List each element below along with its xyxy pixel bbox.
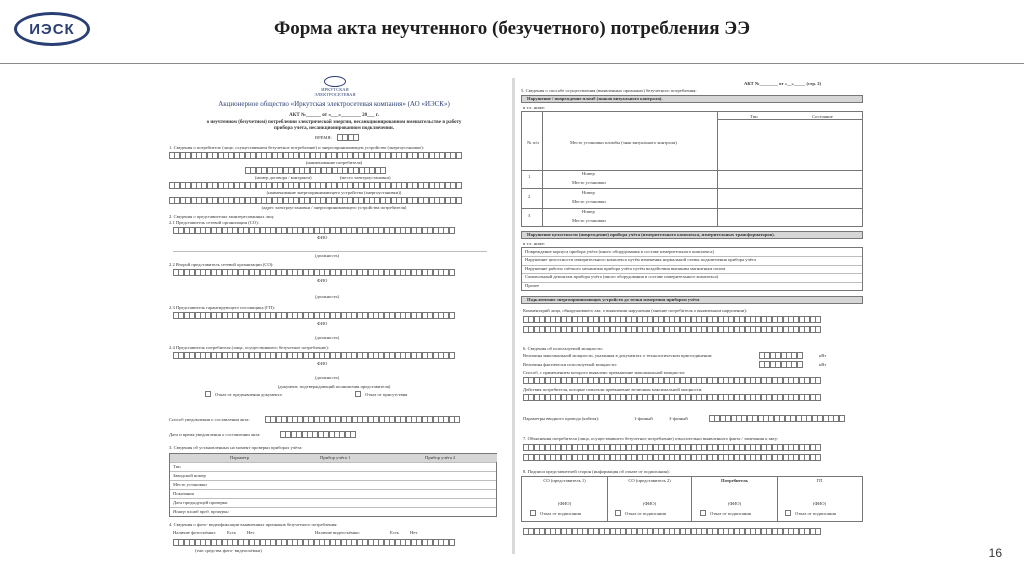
seal-1-number: Номер <box>582 171 595 176</box>
cable-1-phase[interactable]: 1-фазный <box>634 416 653 421</box>
seals-table <box>521 111 863 227</box>
notice-date-label: Дата и время уведомления о составлении акта: <box>169 432 261 437</box>
video-yes[interactable]: Есть <box>390 530 399 535</box>
cable-3-phase[interactable]: 3-фазный <box>669 416 688 421</box>
rep-2-fio: ФИО <box>317 278 328 283</box>
refusal-presence-label: Отказ от присутствия <box>365 392 408 397</box>
section-5-title: 5. Сведения о способе осуществления (выявленных признаках) безучетного потребления: <box>521 88 697 93</box>
integrity-item-1: Повреждение корпуса прибора учёта (иного оборудования в составе измерительного комплекса) <box>525 249 714 254</box>
company-name: Акционерное общество «Иркутская электросетевая компания» (АО «ИЭСК») <box>218 100 450 108</box>
rep-3-cells <box>173 312 454 319</box>
connection-heading: Подключение энергопринимающих устройств до точки измерения прибором учёта <box>527 297 700 302</box>
integrity-subheading: в т.ч. ниже: <box>523 241 546 246</box>
section-6-title: 6. Сведения об используемой мощности: <box>523 346 603 351</box>
consumer-name-caption: (наименование потребителя) <box>305 160 363 165</box>
col-param: Параметр <box>230 455 249 460</box>
rep-4-cells <box>173 352 454 359</box>
sig-4-refusal: Отказ от подписания <box>795 511 836 516</box>
integrity-heading: Нарушение целостности (повреждение) прибора учёта (измерительного комплекса, измерительных трансформаторов). <box>527 232 775 237</box>
integrity-item-4: Самовольный демонтаж прибора учёта (иного оборудования в составе измерительного комплекса) <box>525 274 719 279</box>
comment-cells-2 <box>523 326 820 333</box>
section-2-title: 2. Сведения о представителях заинтересованных лиц: <box>169 214 275 219</box>
photo-label: Наличие фотосъёмки: <box>173 530 217 535</box>
notice-method-cells <box>265 416 460 423</box>
page-2-header: АКТ №________ от «__»_____ (стр. 2) <box>744 81 822 86</box>
sig-2-refusal: Отказ от подписания <box>625 511 666 516</box>
seals-col-place: Место установки пломбы (знак визуального контроля) <box>570 140 677 145</box>
row-place: Место установки <box>173 482 207 487</box>
page-number: 16 <box>988 546 1002 560</box>
consumer-name-cells <box>169 152 461 159</box>
rep-1-cells <box>173 227 454 234</box>
sig-2-refusal-checkbox[interactable] <box>615 510 621 516</box>
sig-3-refusal-checkbox[interactable] <box>700 510 706 516</box>
slide-title: Форма акта неучтенного (безучетного) потребления ЭЭ <box>273 18 751 39</box>
seal-3-number: Номер <box>582 209 595 214</box>
seal-row-1: 1 <box>528 174 531 179</box>
integrity-list <box>521 247 863 291</box>
seals-col-no: № п/п <box>527 140 539 145</box>
sig-4-refusal-checkbox[interactable] <box>785 510 791 516</box>
rep-1-fio: ФИО <box>317 235 328 240</box>
rep-4-fio: ФИО <box>317 361 328 366</box>
act-subtitle-1: о неучтенном (безучетном) потреблении электрической энергии, несанкционированном вмешательстве в работу <box>206 120 462 125</box>
row-seals: Номер пломб пред. проверки <box>173 509 229 514</box>
sig-2-fio: (ФИО) <box>642 501 657 506</box>
seals-col-state: Состояние <box>812 114 833 119</box>
seals-heading: Нарушение / повреждение пломб (знаков визуального контроля). <box>527 96 663 101</box>
cable-cells <box>709 415 844 422</box>
explanation-cells-2 <box>523 454 820 461</box>
row-serial: Заводской номер <box>173 473 206 478</box>
device-cells <box>169 182 461 189</box>
install-place-caption: (место электроустановки) <box>340 175 391 180</box>
video-label: Наличие видеосъёмки: <box>315 530 360 535</box>
rep-doc-caption: (документ, подтверждающий полномочия представителя) <box>277 384 391 389</box>
rep-2-title: 2.2 Второй представитель сетевой организации (СО): <box>169 262 274 267</box>
device-caption: (наименование энергопринимающего устройства (энергоустановки)) <box>266 190 402 195</box>
col-meter-1: Прибор учёта 1 <box>320 455 351 460</box>
seals-col-type: Тип <box>750 114 758 119</box>
brand-line-2: ЭЛЕКТРОСЕТЕВАЯ <box>314 92 356 97</box>
photo-no[interactable]: Нет <box>247 530 255 535</box>
section-8-title: 8. Подписи представителей сторон (информация об отказе от подписания): <box>523 469 670 474</box>
actual-power-cells <box>759 361 802 368</box>
rep-1-position: (должность) <box>315 253 340 258</box>
rep-2-cells <box>173 269 454 276</box>
section-1-title: 1. Сведения о потребителе (лице, осуществившем безучетное потребление) и энергопринимающем устройстве (энергоустановке): <box>169 145 425 150</box>
notice-method-label: Способ уведомления о составлении акта: <box>169 417 250 422</box>
time-label: ВРЕМЯ: <box>315 135 332 140</box>
refusal-presence-checkbox[interactable] <box>355 391 361 397</box>
method-label: Способ, с применением которого выявлено превышение максимальной мощности: <box>523 370 686 375</box>
act-subtitle-2: прибора учета, несанкционированном подключении. <box>274 126 394 131</box>
section-3-title: 3. Сведения об установленных на момент проверки приборах учёта: <box>169 445 303 450</box>
max-power-label: Величина максимальной мощности, указанная в документах о технологическом присоединении: <box>523 353 713 358</box>
address-caption: (адрес электроустановки / энергопринимающего устройства потребителя) <box>261 205 407 210</box>
cable-label: Параметры вводного провода (кабеля): <box>523 416 600 421</box>
rep-4-title: 2.4 Представитель потребителя (лица, осуществившего безучетное потребление): <box>169 345 329 350</box>
rep-1-title: 2.1 Представитель сетевой организации (СО): <box>169 220 259 225</box>
seal-row-2: 2 <box>528 194 531 199</box>
actions-cells <box>523 394 820 401</box>
integrity-item-2: Нарушение целостности измерительного комплекса путём изменения нормальной схемы подключения прибора учёта <box>525 257 757 262</box>
rep-1-line <box>173 251 487 252</box>
meters-table <box>169 453 497 517</box>
act-number-line: АКТ №______ от «___»________ 20___ г. <box>289 113 379 118</box>
col-meter-2: Прибор учёта 2 <box>425 455 456 460</box>
sig-1-fio: (ФИО) <box>557 501 572 506</box>
seal-1-place: Место установки <box>572 180 606 185</box>
explanation-cells-1 <box>523 444 820 451</box>
rep-4-position: (должность) <box>315 375 340 380</box>
address-cells <box>169 197 461 204</box>
seal-3-place: Место установки <box>572 218 606 223</box>
refusal-doc-checkbox[interactable] <box>205 391 211 397</box>
row-prev-check: Дата предыдущей проверки <box>173 500 228 505</box>
actual-power-label: Величина фактически используемой мощности: <box>523 362 618 367</box>
rep-2-position: (должность) <box>315 294 340 299</box>
video-no[interactable]: Нет <box>410 530 418 535</box>
notice-date-cells <box>280 431 356 438</box>
footer-cells <box>523 528 820 535</box>
photo-yes[interactable]: Есть <box>227 530 236 535</box>
sig-col-1: СО (представитель 1) <box>543 478 586 483</box>
sig-1-refusal-checkbox[interactable] <box>530 510 536 516</box>
seal-2-place: Место установки <box>572 199 606 204</box>
section-4-title: 4. Сведения о фото- видеофиксации выявленных признаков безучетного потребления: <box>169 522 338 527</box>
comment-cells-1 <box>523 316 820 323</box>
seals-subheading: в т.ч. ниже: <box>523 105 546 110</box>
sig-3-refusal: Отказ от подписания <box>710 511 751 516</box>
sig-col-3: Потребитель <box>721 478 748 483</box>
refusal-doc-label: Отказ от предъявления документа <box>215 392 282 397</box>
section-7-title: 7. Объяснения потребителя (лица, осуществившего безучетное потребление) относительно выявленного факта / замечания к акту: <box>523 436 779 441</box>
doc-logo <box>285 76 385 87</box>
rep-3-fio: ФИО <box>317 321 328 326</box>
actions-label: Действия потребителя, которые повлекли превышение величины максимальной мощности: <box>523 387 703 392</box>
act-page-2 <box>519 78 865 554</box>
max-power-unit: кВт <box>819 353 827 358</box>
row-type: Тип <box>173 464 181 469</box>
sig-4-fio: (ФИО) <box>812 501 827 506</box>
signatures-table <box>521 476 863 522</box>
rep-3-position: (должность) <box>315 335 340 340</box>
photo-type-cells <box>173 539 454 546</box>
rep-3-title: 2.3 Представитель гарантирующего поставщика (ГП): <box>169 305 275 310</box>
integrity-item-3: Нарушение работы счётного механизма прибора учёта путём воздействия внешним магнитным полем <box>525 266 726 271</box>
max-power-cells <box>759 352 802 359</box>
seal-2-number: Номер <box>582 190 595 195</box>
row-reading: Показания <box>173 491 194 496</box>
logo-text: ИЭСК <box>29 20 75 38</box>
sig-1-refusal: Отказ от подписания <box>540 511 581 516</box>
seal-row-3: 3 <box>528 213 531 218</box>
act-page-1 <box>165 73 503 559</box>
method-cells <box>523 377 820 384</box>
photo-type-caption: (тип средства фото- видеосъёмки) <box>195 548 262 553</box>
contract-caption: (номер договора / контракта) <box>255 175 312 180</box>
sig-col-4: ГП <box>816 478 823 483</box>
sig-3-fio: (ФИО) <box>727 501 742 506</box>
time-cells <box>337 134 359 141</box>
contract-cells <box>245 167 386 174</box>
page-gap <box>512 78 515 554</box>
title-divider <box>0 63 1024 64</box>
comment-label: Комментарий лица, обнаружившего акт, о выявлении нарушения (мнение потребителя о выявленном нарушении): <box>523 308 748 313</box>
brand-line-1: ИРКУТСКАЯ <box>321 87 349 92</box>
sig-col-2: СО (представитель 2) <box>628 478 671 483</box>
integrity-item-5: Прочее <box>525 283 540 288</box>
actual-power-unit: кВт <box>819 362 827 367</box>
